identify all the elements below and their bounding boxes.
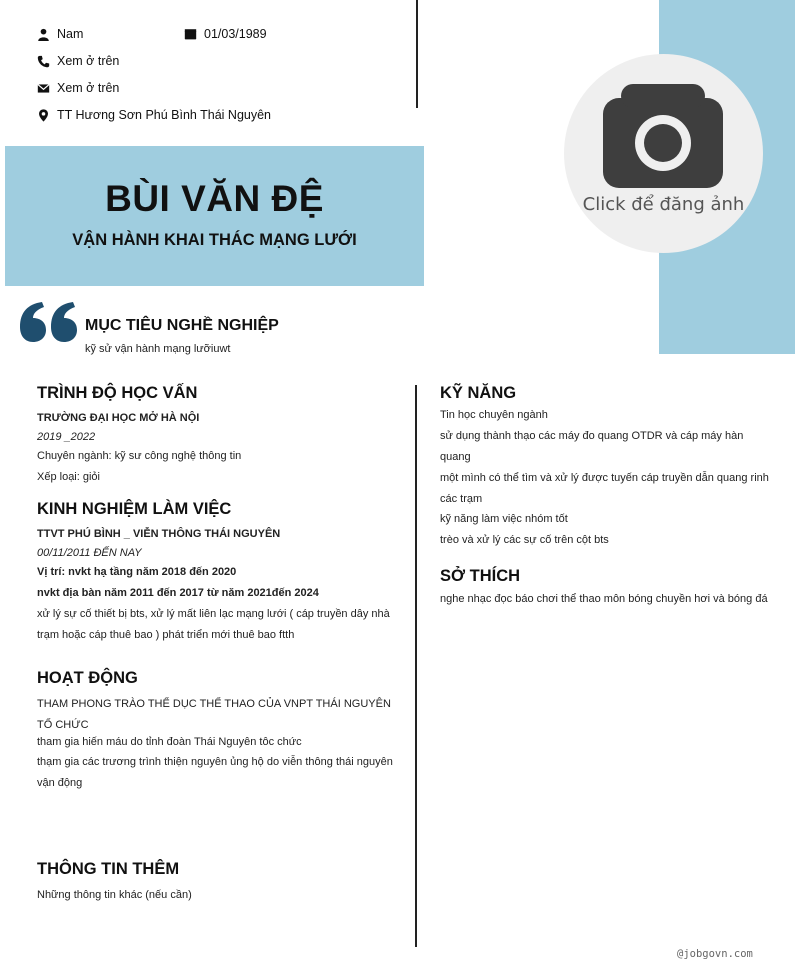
experience-heading: KINH NGHIỆM LÀM VIỆC [37, 500, 232, 518]
education-period: 2019 _2022 [37, 431, 96, 443]
hobbies-text: nghe nhạc đọc báo chơi thể thao môn bóng chuyền hơi và bóng đá [440, 593, 768, 605]
phone-value: Xem ở trên [57, 54, 120, 68]
activities-heading: HOẠT ĐỘNG [37, 669, 138, 687]
photo-upload-label[interactable]: Click để đăng ảnh [582, 194, 745, 215]
skill-item: Tin học chuyên ngành [440, 409, 548, 421]
calendar-icon [184, 28, 197, 41]
education-school: TRƯỜNG ĐẠI HỌC MỞ HÀ NỘI [37, 412, 200, 424]
contact-address [37, 108, 271, 122]
skill-item: sử dụng thành thạo các máy đo quang OTDR và cáp máy hàn quang [440, 430, 744, 463]
envelope-icon [37, 82, 50, 95]
activity-item: thạm gia các trương trình thiện nguyên ủng hộ do viễn thông thái nguyên vận động [37, 756, 393, 789]
address-value: TT Hương Sơn Phú Bình Thái Nguyên [57, 108, 271, 122]
education-grade: Xếp loại: giỏi [37, 471, 100, 483]
objective-heading: MỤC TIÊU NGHỀ NGHIỆP [85, 317, 279, 334]
skills-heading: KỸ NĂNG [440, 384, 517, 402]
email-value: Xem ở trên [57, 81, 120, 95]
contact-gender [37, 27, 83, 41]
skill-item: kỹ năng làm việc nhóm tốt [440, 513, 568, 525]
objective-text: kỹ sử vận hành mạng lưỡiuwt [85, 343, 231, 355]
camera-icon[interactable] [603, 84, 723, 188]
activity-item: THAM PHONG TRÀO THỂ DỤC THỂ THAO CỦA VNPT THÁI NGUYÊN TỔ CHỨC [37, 698, 391, 731]
education-heading: TRÌNH ĐỘ HỌC VẤN [37, 384, 198, 402]
experience-position-2: nvkt địa bàn năm 2011 đến 2017 từ năm 2021đến 2024 [37, 587, 319, 599]
contact-phone [37, 54, 119, 68]
experience-period: 00/11/2011 ĐẾN NAY [37, 547, 142, 559]
location-pin-icon [37, 109, 50, 122]
skill-item: trèo và xử lý các sự cố trên cột bts [440, 534, 609, 546]
birthdate-value: 01/03/1989 [204, 27, 267, 41]
quote-icon [20, 302, 78, 342]
candidate-name: BÙI VĂN ĐỆ [105, 178, 324, 219]
skill-item: một mình có thể tìm và xử lý được tuyến cáp truyền dẫn quang rinh các trạm [440, 472, 769, 505]
experience-company: TTVT PHÚ BÌNH _ VIỄN THÔNG THÁI NGUYÊN [37, 528, 281, 540]
job-title: VẬN HÀNH KHAI THÁC MẠNG LƯỚI [72, 231, 357, 249]
contact-email [37, 81, 119, 95]
experience-position-1: Vị trí: nvkt hạ tầng năm 2018 đến 2020 [37, 566, 237, 578]
education-major: Chuyên ngành: kỹ sư công nghệ thông tin [37, 450, 242, 462]
contact-birthdate [184, 27, 267, 41]
phone-icon [37, 55, 50, 68]
column-divider [415, 385, 417, 947]
hobbies-heading: SỞ THÍCH [440, 567, 521, 585]
activity-item: tham gia hiến máu do tỉnh đoàn Thái Nguyên tôc chức [37, 736, 302, 748]
person-icon [37, 28, 50, 41]
additional-heading: THÔNG TIN THÊM [37, 860, 180, 878]
gender-value: Nam [57, 27, 84, 41]
header-divider [416, 0, 418, 108]
additional-text: Những thông tin khác (nếu cần) [37, 889, 192, 901]
experience-description: xử lý sự cố thiết bị bts, xử lý mất liên lạc mạng lưới ( cáp truyền dây nhà trạm hoặc cáp thuê bao ) phát triển mới thuê bao ftth [37, 608, 390, 641]
watermark: @jobgovn.com [677, 948, 753, 960]
